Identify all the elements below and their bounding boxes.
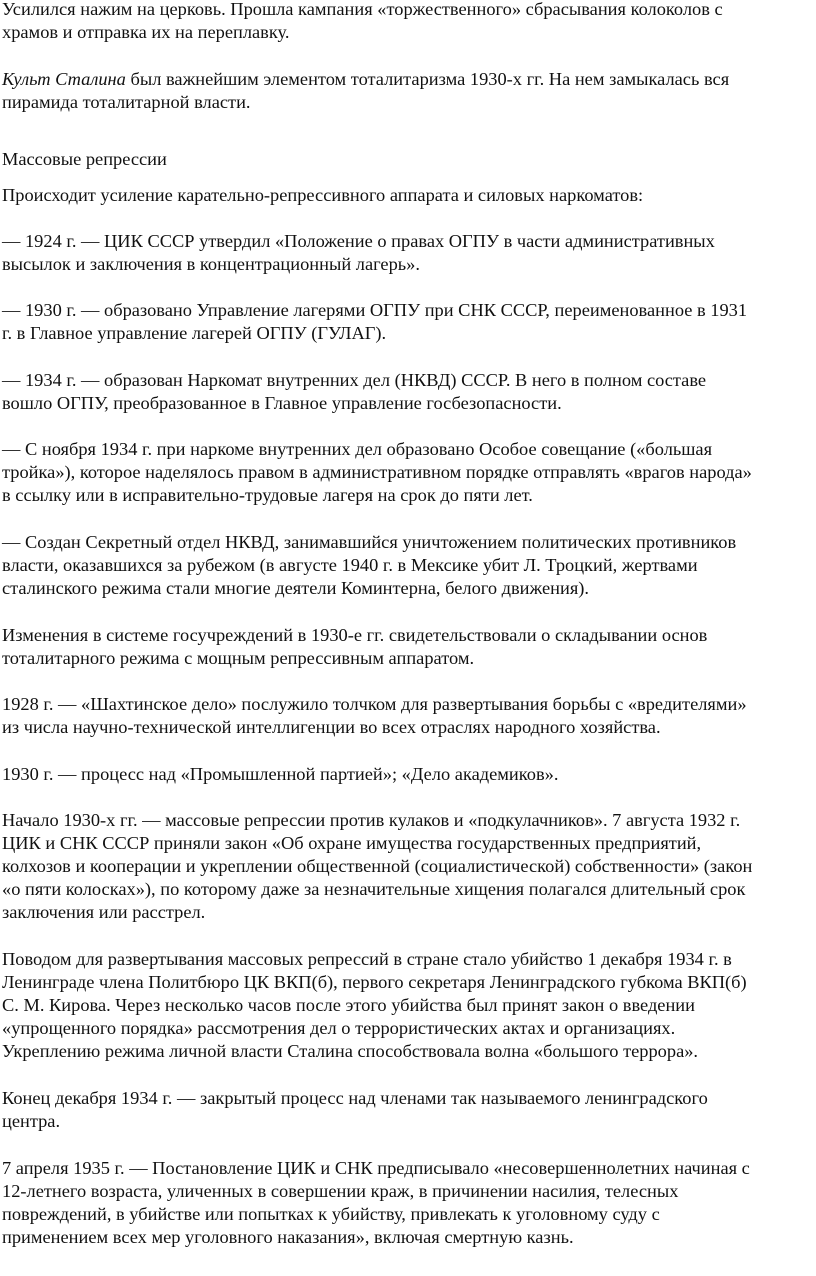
paragraph-stalin-cult [2,68,729,114]
paragraph-kirov-murder: Поводом для развертывания массовых репрессий в стране стало убийство 1 декабря 1934 г. в Ленинграде члена Политбюро ЦК ВКП(б), первого секретаря Ленинградского губкома ВКП(б) С. М. Кирова. Через несколько часов после этого убийства был принят закон о введении «упрощенного порядка» рассмотрения дел о террористических актах и организациях. Укреплению режима личной власти Сталина способствовала волна «большого террора». [2,949,747,1061]
paragraph-1935-decree: 7 апреля 1935 г. — Постановление ЦИК и СНК предписывало «несовершеннолетних начиная с 12-летнего возраста, уличенных в совершении краж, в причинении насилия, телесных повреждений, в убийстве или попытках к убийству, привлекать к уголовному суду с применением всех мер уголовного наказания», включая смертную казнь. [2,1158,750,1247]
list-item-special-council: — С ноября 1934 г. при наркоме внутренних дел образовано Особое совещание («большая тройка»), которое наделялось правом в административном порядке отправлять «врагов народа» в ссылку или в исправительно-трудовые лагеря на срок до пяти лет. [2,439,752,505]
paragraph-leningrad-center: Конец декабря 1934 г. — закрытый процесс над членами так называемого ленинградского центра. [2,1088,708,1131]
paragraph-state-institutions: Изменения в системе госучреждений в 1930-е гг. свидетельствовали о складывании основ тоталитарного режима с мощным репрессивным аппаратом. [2,625,708,668]
list-item-secret-department: — Создан Секретный отдел НКВД, занимавшийся уничтожением политических противников власти, оказавшихся за рубежом (в августе 1940 г. в Мексике убит Л. Троцкий, жертвами сталинского режима стали многие деятели Коминтерна, белого движения). [2,532,737,598]
list-item-1924: — 1924 г. — ЦИК СССР утвердил «Положение о правах ОГПУ в части административных высылок и заключения в концентрационный лагерь». [2,231,715,274]
paragraph-1930-industrial-party: 1930 г. — процесс над «Промышленной партией»; «Дело академиков». [2,764,559,784]
paragraph-kulak-repressions: Начало 1930-х гг. — массовые репрессии против кулаков и «подкулачников». 7 августа 1932 г. ЦИК и СНК СССР приняли закон «Об охране имущества государственных предприятий, колхозов и кооперации и укреплении общественной (социалистической) собственности» (закон «о пяти колосках»), по которому даже за незначительные хищения полагался длительный срок заключения или расстрел. [2,810,753,922]
paragraph-1928-shakhty: 1928 г. — «Шахтинское дело» послужило толчком для развертывания борьбы с «вредителями» из числа научно-технической интеллигенции во всех отраслях народного хозяйства. [2,694,747,737]
italic-term: Культ Сталина [2,69,126,89]
paragraph-text: был важнейшим элементом тоталитаризма 1930-х гг. На нем замыкалась вся пирамида тоталитарной власти. [2,69,730,112]
list-item-1934-nkvd: — 1934 г. — образован Наркомат внутренних дел (НКВД) СССР. В него в полном составе вошло ОГПУ, преобразованное в Главное управление госбезопасности. [2,370,707,413]
paragraph-church-pressure: Усилился нажим на церковь. Прошла кампания «торжественного» сбрасывания колоколов с храмов и отправка их на переплавку. [2,0,723,42]
paragraph-intro-apparatus: Происходит усиление карательно-репрессивного аппарата и силовых наркоматов: [2,185,644,205]
list-item-1930-gulag: — 1930 г. — образовано Управление лагерями ОГПУ при СНК СССР, переименованное в 1931 г. в Главное управление лагерей ОГПУ (ГУЛАГ). [2,300,748,343]
section-heading-mass-repressions: Массовые репрессии [2,149,167,169]
